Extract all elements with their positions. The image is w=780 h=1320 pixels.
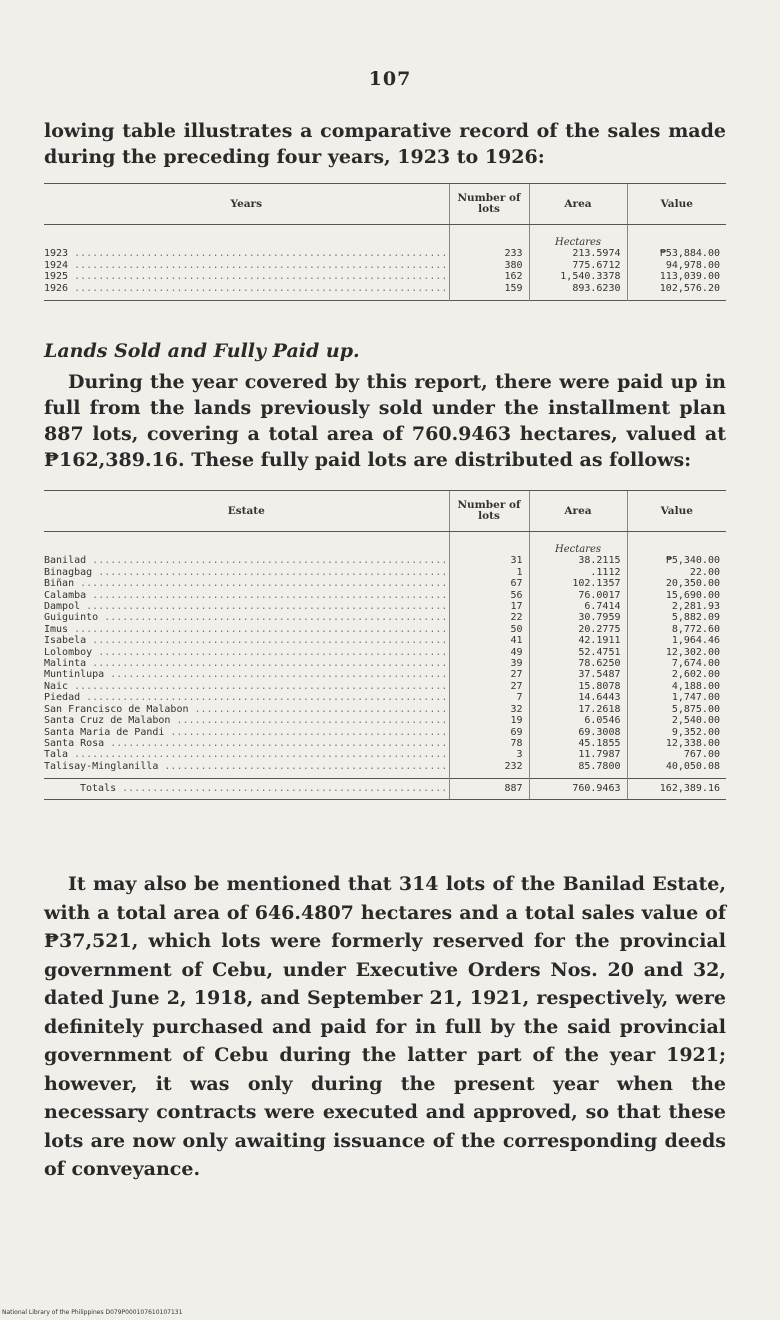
fully-paid-estates-table [44, 490, 726, 800]
row-label: Isabela ..... [44, 635, 449, 646]
row-area: .1112 [529, 567, 627, 578]
header-estate: Estate [44, 491, 449, 532]
row-label: Malinta ..... [44, 658, 449, 669]
row-lots: 7 [449, 692, 529, 703]
row-lots: 380 [449, 260, 529, 271]
table-row [44, 692, 726, 703]
closing-paragraph: It may also be mentioned that 314 lots of the Banilad Estate, with a total area of 646.4807 hectares and a total sales value of ₱37,521, which lots were formerly reserved for the provincial government of Cebu, under Executive Orders Nos. 20 and 32, dated June 2, 1918, and September 21, 1921, respectively, were definitely purchased and paid for in full by the said provincial government of Cebu during the latter part of the year 1921; however, it was only during the present year when the necessary contracts were executed and approved, so that these lots are now only awaiting issuance of the corresponding deeds of conveyance. [44, 873, 726, 1180]
header-lots: Number of lots [449, 184, 529, 225]
row-lots: 3 [449, 749, 529, 760]
unit-row [44, 225, 726, 249]
row-area: 14.6443 [529, 692, 627, 703]
row-value: 20,350.00 [627, 578, 726, 589]
table-header-row [44, 491, 726, 532]
totals-area: 760.9463 [529, 779, 627, 800]
row-value: ₱53,884.00 [627, 248, 726, 259]
table-row [44, 624, 726, 635]
section-heading: Lands Sold and Fully Paid up. [44, 340, 360, 362]
row-area: 78.6250 [529, 658, 627, 669]
row-label: Tala ..... [44, 749, 449, 760]
row-label: Binagbag ..... [44, 567, 449, 578]
table-row [44, 271, 726, 282]
row-value: 767.00 [627, 749, 726, 760]
row-label: Santa Maria de Pandi ..... [44, 727, 449, 738]
table-row [44, 635, 726, 646]
table-row [44, 555, 726, 566]
table-row [44, 738, 726, 749]
row-area: 1,540.3378 [529, 271, 627, 282]
row-lots: 27 [449, 681, 529, 692]
row-area: 20.2775 [529, 624, 627, 635]
table-header-row [44, 184, 726, 225]
row-value: 1,747.00 [627, 692, 726, 703]
row-lots: 19 [449, 715, 529, 726]
table-row [44, 567, 726, 578]
totals-label: Totals ..... [44, 779, 449, 800]
row-lots: 31 [449, 555, 529, 566]
row-value: 5,882.09 [627, 612, 726, 623]
row-value: 2,281.93 [627, 601, 726, 612]
row-area: 6.0546 [529, 715, 627, 726]
row-lots: 41 [449, 635, 529, 646]
row-value: 12,338.00 [627, 738, 726, 749]
totals-value: 162,389.16 [627, 779, 726, 800]
row-value: 22.00 [627, 567, 726, 578]
row-value: 1,964.46 [627, 635, 726, 646]
row-area: 6.7414 [529, 601, 627, 612]
row-value: 15,690.00 [627, 590, 726, 601]
table-row [44, 761, 726, 779]
table-row [44, 704, 726, 715]
row-area: 38.2115 [529, 555, 627, 566]
row-label: Santa Cruz de Malabon ..... [44, 715, 449, 726]
row-value: 40,050.08 [627, 761, 726, 779]
row-label: 1925 ..... [44, 271, 449, 282]
header-lots: Number of lots [449, 491, 529, 532]
totals-row [44, 779, 726, 800]
table-row [44, 590, 726, 601]
unit-label: Hectares [529, 532, 627, 556]
row-lots: 49 [449, 647, 529, 658]
row-label: 1924 ..... [44, 260, 449, 271]
row-lots: 50 [449, 624, 529, 635]
row-lots: 232 [449, 761, 529, 779]
row-lots: 162 [449, 271, 529, 282]
header-years: Years [44, 184, 449, 225]
row-label: Calamba ..... [44, 590, 449, 601]
unit-label: Hectares [529, 225, 627, 249]
row-area: 52.4751 [529, 647, 627, 658]
row-value: 113,039.00 [627, 271, 726, 282]
row-lots: 233 [449, 248, 529, 259]
row-lots: 69 [449, 727, 529, 738]
row-area: 15.8078 [529, 681, 627, 692]
row-area: 17.2618 [529, 704, 627, 715]
row-value: 12,302.00 [627, 647, 726, 658]
row-area: 76.0017 [529, 590, 627, 601]
row-lots: 78 [449, 738, 529, 749]
row-area: 102.1357 [529, 578, 627, 589]
table-row [44, 669, 726, 680]
header-value: Value [627, 184, 726, 225]
row-value: 8,772.60 [627, 624, 726, 635]
row-area: 893.6230 [529, 283, 627, 301]
table-row [44, 727, 726, 738]
row-label: San Francisco de Malabon ..... [44, 704, 449, 715]
sales-comparison-table [44, 183, 726, 301]
row-lots: 67 [449, 578, 529, 589]
table-row [44, 647, 726, 658]
header-area: Area [529, 491, 627, 532]
table-row [44, 601, 726, 612]
totals-lots: 887 [449, 779, 529, 800]
row-value: 4,188.00 [627, 681, 726, 692]
row-label: Imus ..... [44, 624, 449, 635]
table-row [44, 260, 726, 271]
unit-row [44, 532, 726, 556]
row-label: Muntinlupa ..... [44, 669, 449, 680]
row-area: 213.5974 [529, 248, 627, 259]
row-lots: 39 [449, 658, 529, 669]
row-label: Lolomboy ..... [44, 647, 449, 658]
row-label: 1923 ..... [44, 248, 449, 259]
row-area: 37.5487 [529, 669, 627, 680]
footer-credit: National Library of the Philippines D079P000107610107131 [2, 1309, 183, 1316]
table-row [44, 578, 726, 589]
row-label: Santa Rosa ..... [44, 738, 449, 749]
table-row [44, 658, 726, 669]
row-value: 9,352.00 [627, 727, 726, 738]
page-number: 107 [368, 68, 412, 90]
row-label: Banilad ..... [44, 555, 449, 566]
table-row [44, 715, 726, 726]
row-label: Guiguinto ..... [44, 612, 449, 623]
table-row [44, 681, 726, 692]
row-label: 1926 ..... [44, 283, 449, 301]
row-value: ₱5,340.00 [627, 555, 726, 566]
row-value: 2,540.00 [627, 715, 726, 726]
table-row [44, 749, 726, 760]
row-label: Piedad ..... [44, 692, 449, 703]
row-area: 69.3008 [529, 727, 627, 738]
header-area: Area [529, 184, 627, 225]
row-value: 7,674.00 [627, 658, 726, 669]
row-lots: 17 [449, 601, 529, 612]
intro-paragraph: lowing table illustrates a comparative record of the sales made during the preceding four years, 1923 to 1926: [44, 120, 726, 168]
row-area: 45.1855 [529, 738, 627, 749]
row-value: 5,875.00 [627, 704, 726, 715]
row-label: Biñan ..... [44, 578, 449, 589]
table-row [44, 283, 726, 301]
row-lots: 1 [449, 567, 529, 578]
row-lots: 22 [449, 612, 529, 623]
table-row [44, 248, 726, 259]
row-area: 85.7800 [529, 761, 627, 779]
row-lots: 27 [449, 669, 529, 680]
row-label: Naic ..... [44, 681, 449, 692]
row-lots: 32 [449, 704, 529, 715]
row-value: 94,978.00 [627, 260, 726, 271]
row-area: 42.1911 [529, 635, 627, 646]
row-lots: 56 [449, 590, 529, 601]
table-row [44, 612, 726, 623]
row-area: 11.7987 [529, 749, 627, 760]
row-value: 2,602.00 [627, 669, 726, 680]
row-area: 30.7959 [529, 612, 627, 623]
row-label: Dampol ..... [44, 601, 449, 612]
row-lots: 159 [449, 283, 529, 301]
row-area: 775.6712 [529, 260, 627, 271]
row-label: Talisay-Minglanilla ..... [44, 761, 449, 779]
fully-paid-paragraph: During the year covered by this report, there were paid up in full from the lands previously sold under the installment plan 887 lots, covering a total area of 760.9463 hectares, valued at ₱162,389.16. These fully paid lots are distributed as follows: [44, 371, 726, 471]
row-value: 102,576.20 [627, 283, 726, 301]
header-value: Value [627, 491, 726, 532]
